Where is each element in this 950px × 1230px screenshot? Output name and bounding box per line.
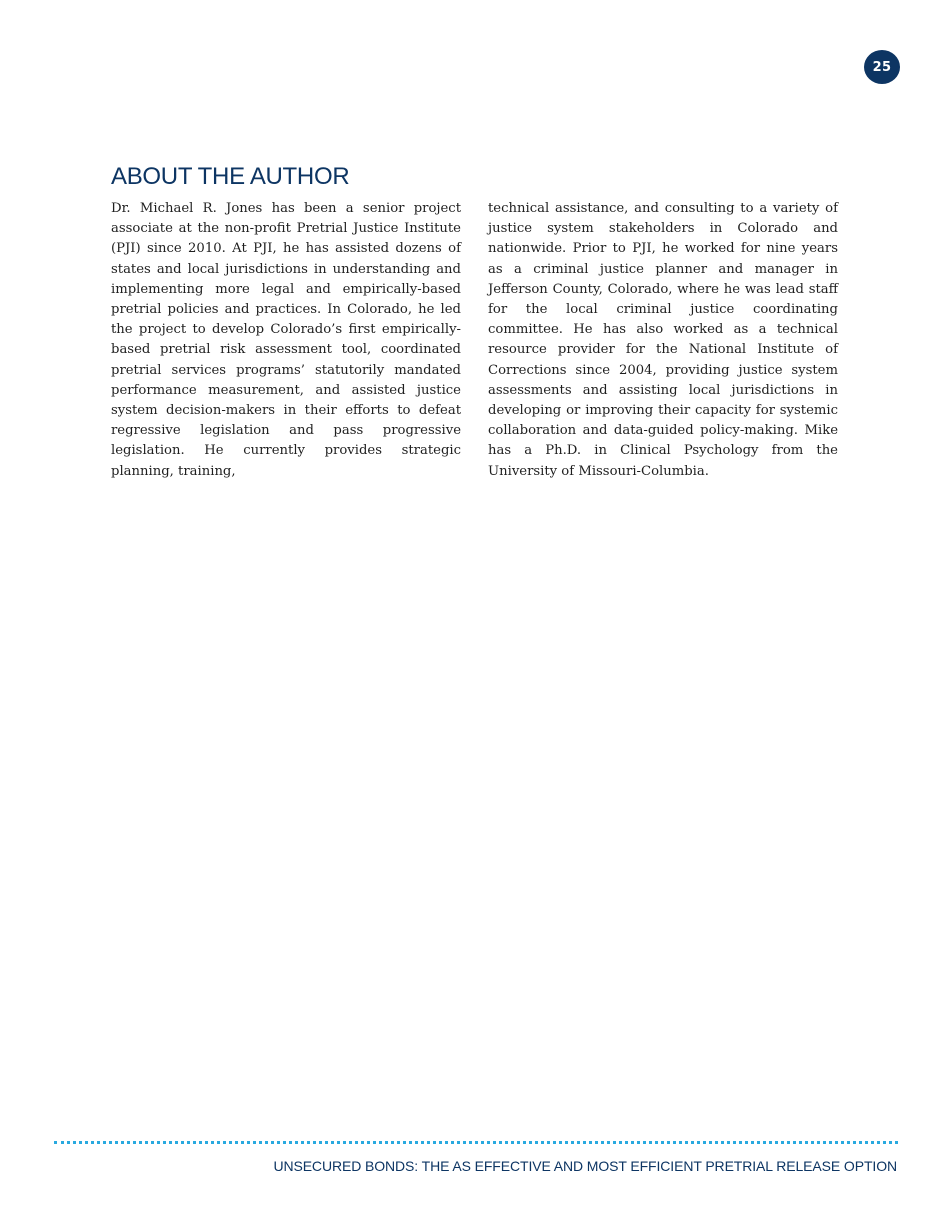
author-bio-column-left: Dr. Michael R. Jones has been a senior project associate at the non-profit Pretrial Justice Institute (PJI) since 2010. At PJI, he has assisted dozens of states and local jurisdictions in understanding and implementing more legal and empirically-based pretrial policies and practices. In Colorado, he led the project to develop Colorado’s first empirically-based pretrial risk assessment tool, coordinated pretrial services programs’ statutorily mandated performance measurement, and assisted justice system decision-makers in their efforts to defeat regressive legislation and pass progressive legislation. He currently provides strategic planning, training, [111, 201, 461, 479]
section-heading: ABOUT THE AUTHOR [111, 163, 350, 190]
footer-document-title: UNSECURED BONDS: THE AS EFFECTIVE AND MOST EFFICIENT PRETRIAL RELEASE OPTION [273, 1158, 897, 1174]
author-bio-column-right: technical assistance, and consulting to a variety of justice system stakeholders in Colorado and nationwide. Prior to PJI, he worked for nine years as a criminal justice planner and manager in Jefferson County, Colorado, where he was lead staff for the local criminal justice coordinating committee. He has also worked as a technical resource provider for the National Institute of Corrections since 2004, providing justice system assessments and assisting local jurisdictions in developing or improving their capacity for systemic collaboration and data-guided policy-making. Mike has a Ph.D. in Clinical Psychology from the University of Missouri-Columbia. [488, 201, 838, 479]
page-number-badge [864, 50, 900, 84]
page-number: 25 [872, 59, 892, 75]
footer-dotted-rule [54, 1141, 898, 1144]
